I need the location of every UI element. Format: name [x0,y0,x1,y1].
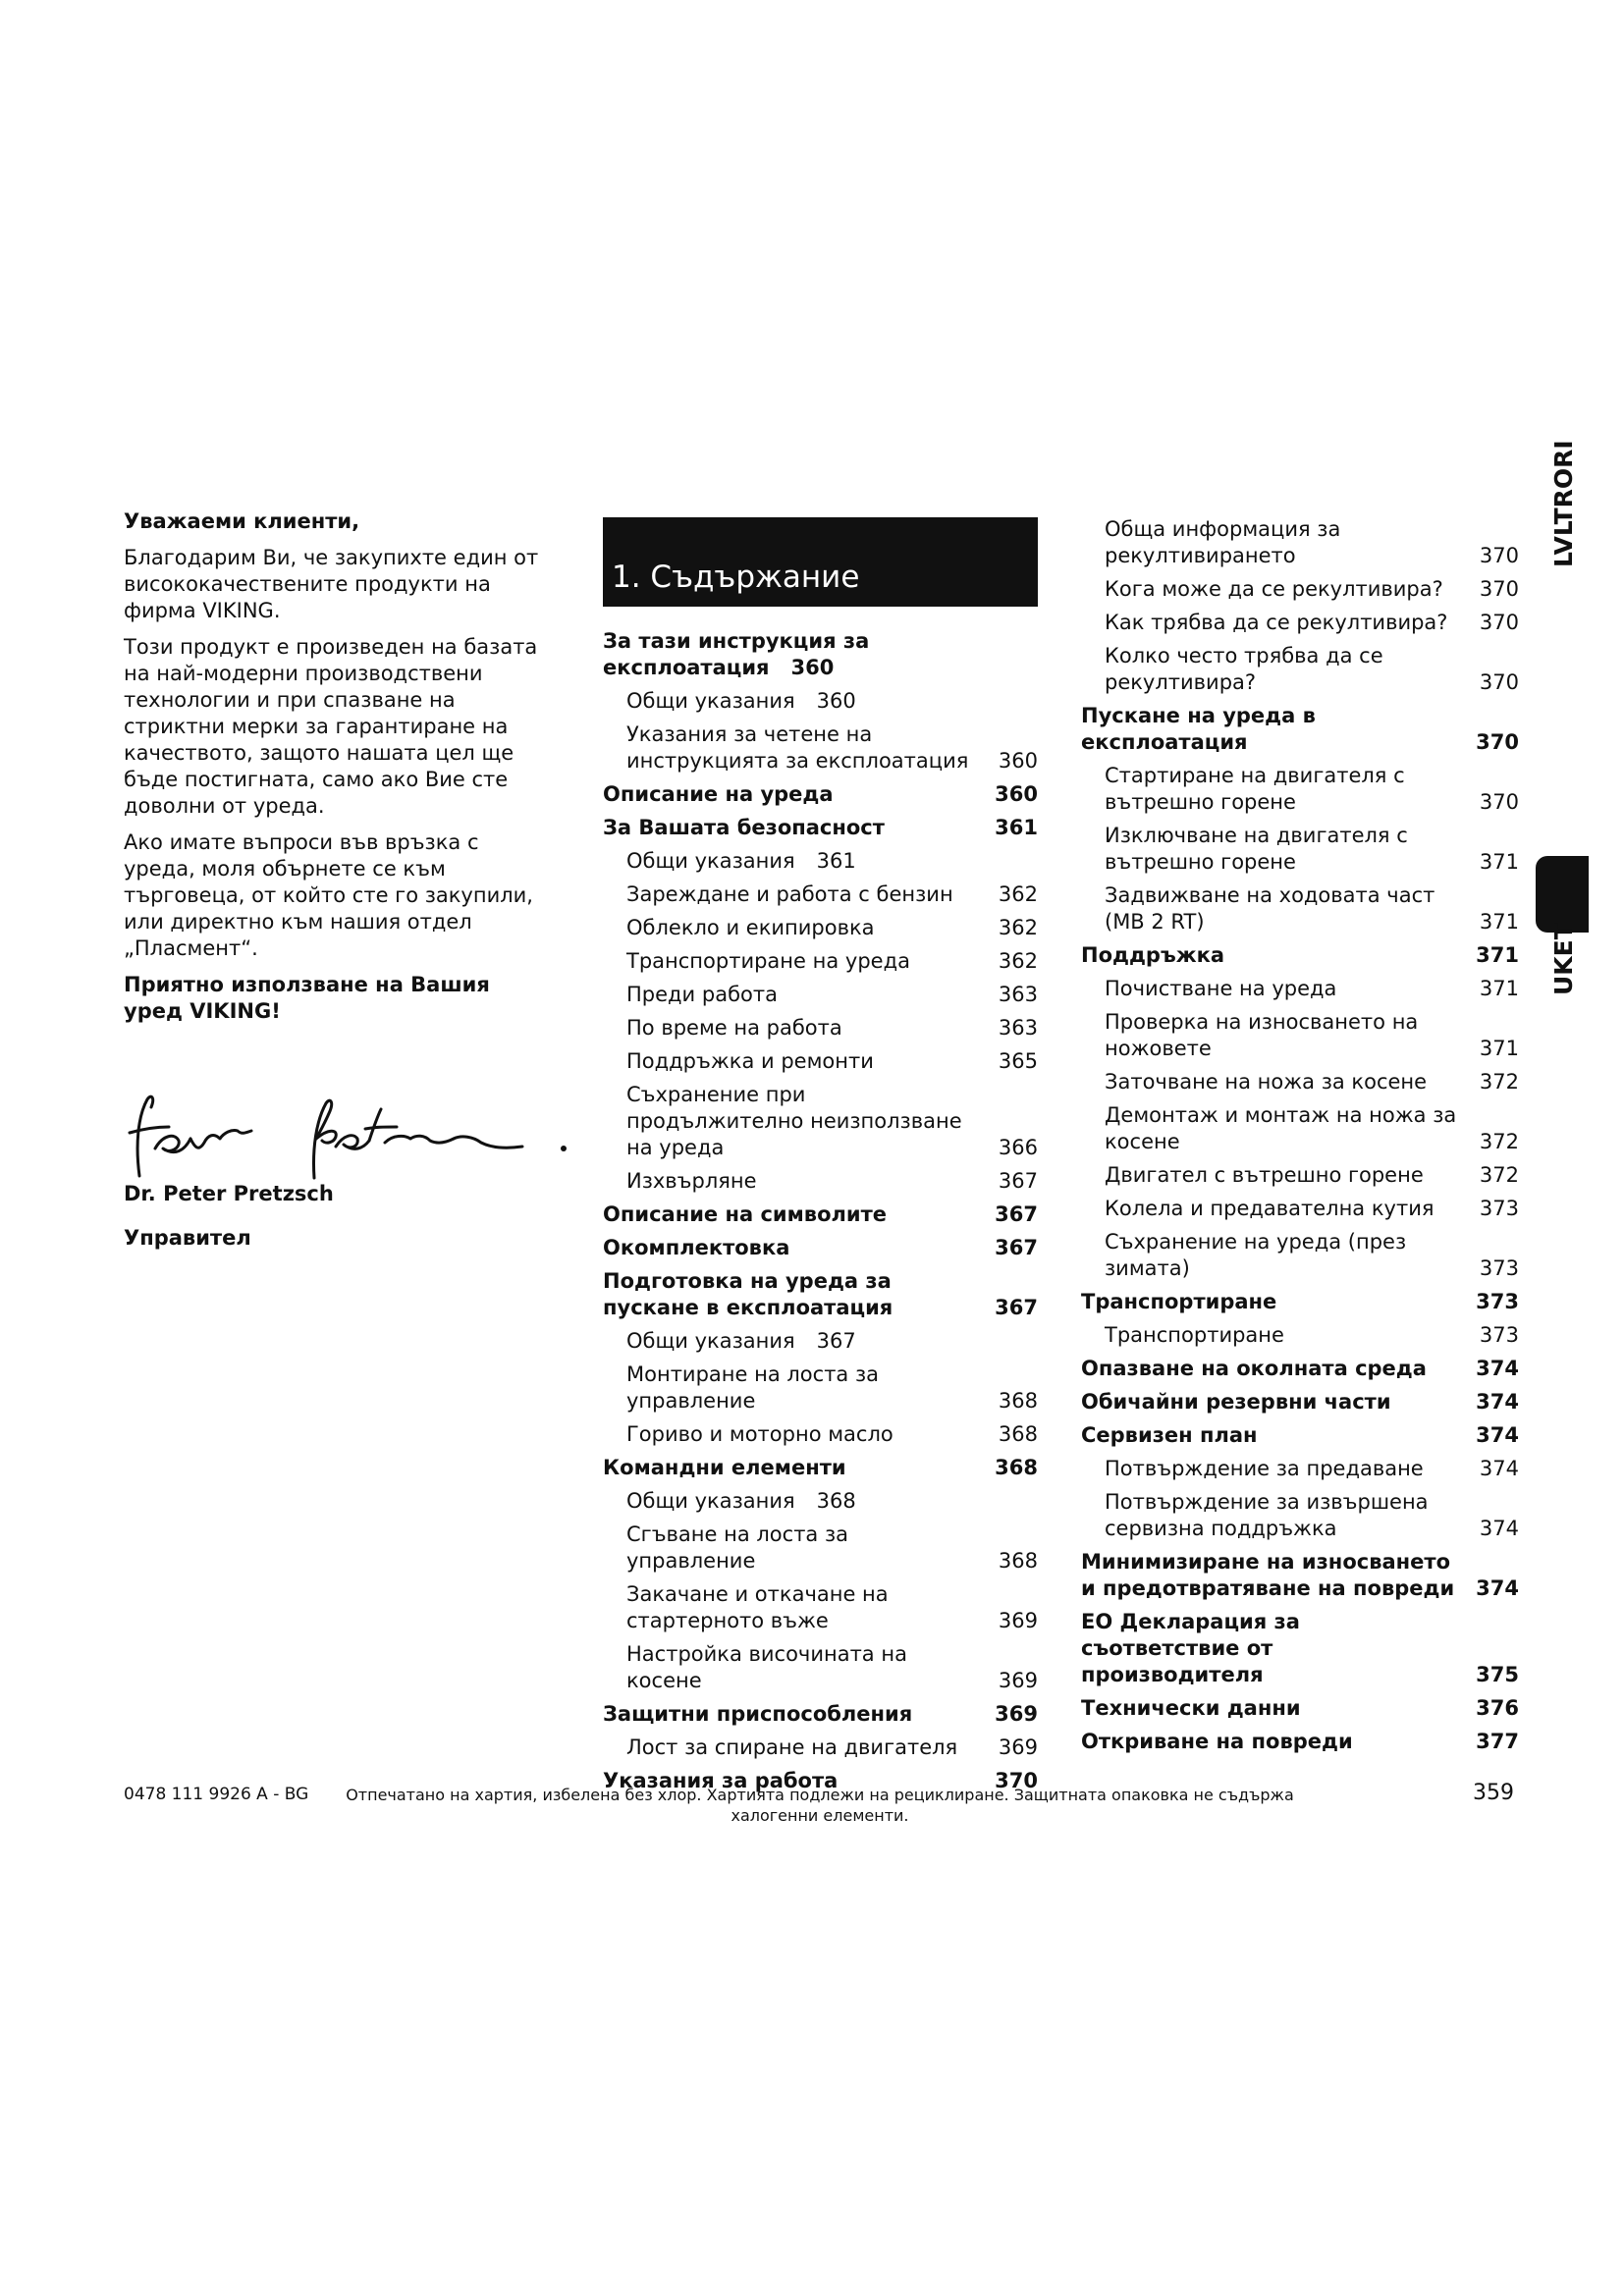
toc-subsection[interactable] [603,915,1038,941]
toc-subsection[interactable] [1081,610,1519,636]
toc-entry-title: Окомплектовка [603,1236,790,1259]
toc-entry-page: 368 [998,1422,1038,1446]
toc-entry-title: Опазване на околната среда [1081,1357,1427,1380]
signature-image [126,1078,577,1186]
toc-entry-title: Общи указания [626,1329,795,1353]
toc-section[interactable] [1081,1422,1519,1449]
toc-entry-page: 371 [1479,977,1519,1000]
toc-subsection[interactable] [1081,576,1519,603]
toc-entry-page: 370 [1479,670,1519,694]
toc-entry-title: За Вашата безопасност [603,816,885,839]
toc-subsection[interactable] [1081,1069,1519,1095]
toc-entry-title: Защитни приспособления [603,1702,913,1726]
toc-entry-title: Сгъване на лоста за управление [626,1522,849,1573]
toc-entry-page: 372 [1479,1130,1519,1153]
toc-entry-title: Потвърждение за извършена сервизна поддръжка [1105,1490,1429,1540]
signer-role: Управител [124,1226,251,1250]
toc-entry-title: Откриване на повреди [1081,1730,1353,1753]
toc-subsection[interactable] [603,1581,1038,1634]
toc-subsection[interactable] [1081,1102,1519,1155]
welcome-letter [124,508,556,1035]
toc-entry-title: Транспортиране [1105,1323,1284,1347]
toc-entry-page: 365 [998,1049,1038,1073]
toc-section[interactable] [1081,1729,1519,1755]
toc-subsection[interactable] [603,1048,1038,1075]
toc-entry-page: 369 [995,1702,1038,1726]
toc-entry-page: 370 [995,1769,1038,1792]
toc-entry-page: 368 [998,1549,1038,1573]
toc-entry-title: Демонтаж и монтаж на ножа за косене [1105,1103,1457,1153]
toc-entry-page: 370 [1476,730,1519,754]
toc-entry-page: 362 [998,916,1038,939]
toc-entry-page: 374 [1479,1457,1519,1480]
toc-entry-page: 373 [1479,1256,1519,1280]
letter-paragraph: Този продукт е произведен на базата на най-модерни производствени технологии и при спазване на стриктни мерки за гарантиране на качеството, защото нашата цел ще бъде постигната, само ако Вие сте доволни от уреда. [124,635,538,818]
toc-entry-page: 374 [1479,1517,1519,1540]
toc-entry-title: Как трябва да се рекултивира? [1105,611,1448,634]
toc-entry-page: 363 [998,1016,1038,1040]
toc-entry-title: Изхвърляне [626,1169,757,1193]
toc-subsection[interactable] [603,1362,1038,1415]
toc-subsection[interactable] [1081,1009,1519,1062]
toc-entry-page: 374 [1476,1576,1519,1600]
toc-subsection[interactable] [603,1488,1038,1515]
toc-subsection[interactable] [603,688,1038,715]
toc-entry-page: 375 [1476,1663,1519,1686]
toc-subsection[interactable] [603,721,1038,774]
toc-entry-page: 372 [1479,1163,1519,1187]
toc-entry-page: 360 [816,689,856,713]
letter-greeting: Уважаеми клиенти, [124,509,360,533]
toc-section[interactable] [603,1455,1038,1481]
letter-closing: Приятно използване на Вашия уред VIKING! [124,973,490,1023]
toc-subsection[interactable] [603,881,1038,908]
toc-title: 1. Съдържание [612,560,860,595]
toc-entry-page: 371 [1479,850,1519,874]
toc-entry-title: Обща информация за рекултивирането [1105,517,1341,567]
toc-subsection[interactable] [1081,643,1519,696]
toc-entry-title: Изключване на двигателя с вътрешно горене [1105,824,1408,874]
toc-entry-title: Съхранение на уреда (през зимата) [1105,1230,1407,1280]
toc-entry-title: Потвърждение за предаване [1105,1457,1424,1480]
toc-entry-page: 360 [995,782,1038,806]
toc-entry-title: Преди работа [626,983,778,1006]
toc-section[interactable] [603,1701,1038,1728]
toc-subsection[interactable] [603,1168,1038,1195]
toc-section[interactable] [1081,942,1519,969]
toc-entry-title: Транспортиране на уреда [626,949,910,973]
toc-section[interactable] [1081,1289,1519,1315]
toc-entry-page: 371 [1479,910,1519,934]
toc-entry-page: 377 [1476,1730,1519,1753]
toc-entry-title: Проверка на износването на ножовете [1105,1010,1419,1060]
signature-block [124,1181,334,1252]
toc-entry-page: 368 [995,1456,1038,1479]
toc-entry-page: 373 [1479,1323,1519,1347]
toc-entry-title: Поддръжка и ремонти [626,1049,874,1073]
toc-section[interactable] [603,781,1038,808]
toc-entry-title: Минимизиране на износването и предотвратяване на повреди [1081,1550,1455,1600]
toc-entry-page: 371 [1476,943,1519,967]
toc-subsection[interactable] [1081,1322,1519,1349]
toc-subsection[interactable] [1081,516,1519,569]
toc-entry-page: 367 [995,1202,1038,1226]
toc-entry-page: 374 [1476,1390,1519,1414]
toc-entry-title: Общи указания [626,849,795,873]
toc-entry-page: 373 [1476,1290,1519,1313]
side-tab-marker [1536,856,1589,933]
toc-subsection[interactable] [603,1015,1038,1041]
toc-entry-page: 369 [998,1609,1038,1632]
toc-section[interactable] [1081,1609,1519,1688]
toc-entry-title: Лост за спиране на двигателя [626,1735,958,1759]
toc-entry-page: 369 [998,1735,1038,1759]
toc-subsection[interactable] [1081,882,1519,935]
toc-entry-page: 366 [998,1136,1038,1159]
toc-entry-title: Обичайни резервни части [1081,1390,1391,1414]
letter-paragraph: Ако имате въпроси във връзка с уреда, моля обърнете се към търговеца, от който сте го закупили, или директно към нашия отдел „Пласмент“. [124,830,533,960]
toc-entry-title: Заточване на ножа за косене [1105,1070,1428,1094]
toc-entry-title: Поддръжка [1081,943,1225,967]
toc-section[interactable] [1081,703,1519,756]
toc-entry-page: 370 [1479,611,1519,634]
toc-entry-title: Задвижване на ходовата част (MB 2 RT) [1105,883,1435,934]
toc-subsection[interactable] [603,1522,1038,1575]
side-tab-label-top: LVLTRORI [1549,440,1578,567]
letter-paragraph: Благодарим Ви, че закупихте един от висококачествените продукти на фирма VIKING. [124,546,539,622]
toc-entry-page: 371 [1479,1037,1519,1060]
toc-entry-title: По време на работа [626,1016,842,1040]
toc-entry-title: Общи указания [626,1489,795,1513]
toc-entry-title: Пускане на уреда в експлоатация [1081,704,1316,754]
toc-subsection[interactable] [1081,1162,1519,1189]
toc-entry-page: 360 [998,749,1038,773]
toc-subsection[interactable] [1081,976,1519,1002]
toc-header [603,517,1038,607]
toc-entry-page: 367 [995,1296,1038,1319]
signer-name: Dr. Peter Pretzsch [124,1182,334,1205]
toc-section[interactable] [1081,1695,1519,1722]
toc-entry-title: Облекло и екипировка [626,916,875,939]
toc-subsection[interactable] [603,848,1038,875]
toc-subsection[interactable] [603,1082,1038,1161]
toc-section[interactable] [603,1235,1038,1261]
toc-entry-title: Стартиране на двигателя с вътрешно горене [1105,764,1405,814]
toc-entry-title: Транспортиране [1081,1290,1277,1313]
toc-entry-title: Двигател с вътрешно горене [1105,1163,1424,1187]
toc-entry-title: Настройка височината на косене [626,1642,907,1692]
toc-subsection[interactable] [1081,1229,1519,1282]
toc-entry-title: Подготовка на уреда за пускане в експлоатация [603,1269,893,1319]
side-tab-label-bottom: UKET [1549,923,1578,995]
page-number: 359 [1473,1781,1514,1805]
toc-section[interactable] [1081,1356,1519,1382]
toc-entry-title: Описание на уреда [603,782,834,806]
toc-entry-page: 369 [998,1669,1038,1692]
toc-entry-title: Колко често трябва да се рекултивира? [1105,644,1383,694]
toc-section[interactable] [1081,1549,1519,1602]
toc-section[interactable] [603,815,1038,841]
toc-section[interactable] [603,1201,1038,1228]
toc-entry-title: Указания за четене на инструкцията за експлоатация [626,722,969,773]
footer-note: Отпечатано на хартия, избелена без хлор. Хартията подлежи на рециклиране. Защитната опаковка не съдържа халогенни елементи. [346,1786,1294,1825]
toc-entry-title: Почистване на уреда [1105,977,1337,1000]
toc-subsection[interactable] [603,1328,1038,1355]
toc-entry-page: 367 [816,1329,856,1353]
toc-entry-page: 362 [998,949,1038,973]
toc-entry-page: 372 [1479,1070,1519,1094]
toc-subsection[interactable] [603,1421,1038,1448]
toc-entry-page: 361 [816,849,856,873]
toc-entry-page: 367 [998,1169,1038,1193]
toc-entry-title: Сервизен план [1081,1423,1258,1447]
toc-entry-title: Технически данни [1081,1696,1301,1720]
toc-subsection[interactable] [603,1641,1038,1694]
toc-subsection[interactable] [1081,1489,1519,1542]
toc-entry-title: Командни елементи [603,1456,846,1479]
toc-entry-title: Закачане и откачане на стартерното въже [626,1582,889,1632]
toc-entry-page: 367 [995,1236,1038,1259]
toc-section[interactable] [1081,1389,1519,1415]
toc-entry-page: 370 [1479,790,1519,814]
toc-section[interactable] [603,1268,1038,1321]
toc-entry-title: Кога може да се рекултивира? [1105,577,1443,601]
toc-entry-page: 374 [1476,1357,1519,1380]
toc-entry-title: За тази инструкция за експлоатация [603,629,870,679]
document-code: 0478 111 9926 A - BG [124,1785,309,1804]
toc-entry-page: 361 [995,816,1038,839]
toc-entry-title: Описание на символите [603,1202,888,1226]
toc-subsection[interactable] [1081,823,1519,876]
toc-entry-title: Монтиране на лоста за управление [626,1362,880,1413]
toc-list-middle [603,688,1038,1794]
toc-entry-title: Гориво и моторно масло [626,1422,893,1446]
table-of-contents [603,517,1038,1801]
toc-entry-page: 376 [1476,1696,1519,1720]
toc-entry-page: 362 [998,882,1038,906]
toc-entry-title: Указания за работа [603,1769,839,1792]
toc-subsection[interactable] [1081,763,1519,816]
toc-entry-page: 360 [790,656,835,679]
toc-subsection[interactable] [603,948,1038,975]
toc-entry-title: Общи указания [626,689,795,713]
toc-entry-page: 373 [1479,1197,1519,1220]
toc-entry-page: 370 [1479,577,1519,601]
toc-subsection[interactable] [1081,1456,1519,1482]
table-of-contents-continued [1081,516,1519,1762]
toc-entry-title: Съхранение при продължително неизползване на уреда [626,1083,962,1159]
toc-entry-page: 368 [998,1389,1038,1413]
toc-entry-title: Колела и предавателна кутия [1105,1197,1435,1220]
toc-entry-page: 374 [1476,1423,1519,1447]
toc-subsection[interactable] [603,1735,1038,1761]
toc-entry-title: ЕО Декларация за съответствие от производителя [1081,1610,1300,1686]
toc-entry-page: 363 [998,983,1038,1006]
toc-subsection[interactable] [1081,1196,1519,1222]
toc-entry-page: 368 [816,1489,856,1513]
toc-entry-page: 370 [1479,544,1519,567]
toc-entry-first[interactable] [603,628,1038,681]
toc-list-right [1081,516,1519,1755]
toc-subsection[interactable] [603,982,1038,1008]
toc-entry-title: Зареждане и работа с бензин [626,882,953,906]
